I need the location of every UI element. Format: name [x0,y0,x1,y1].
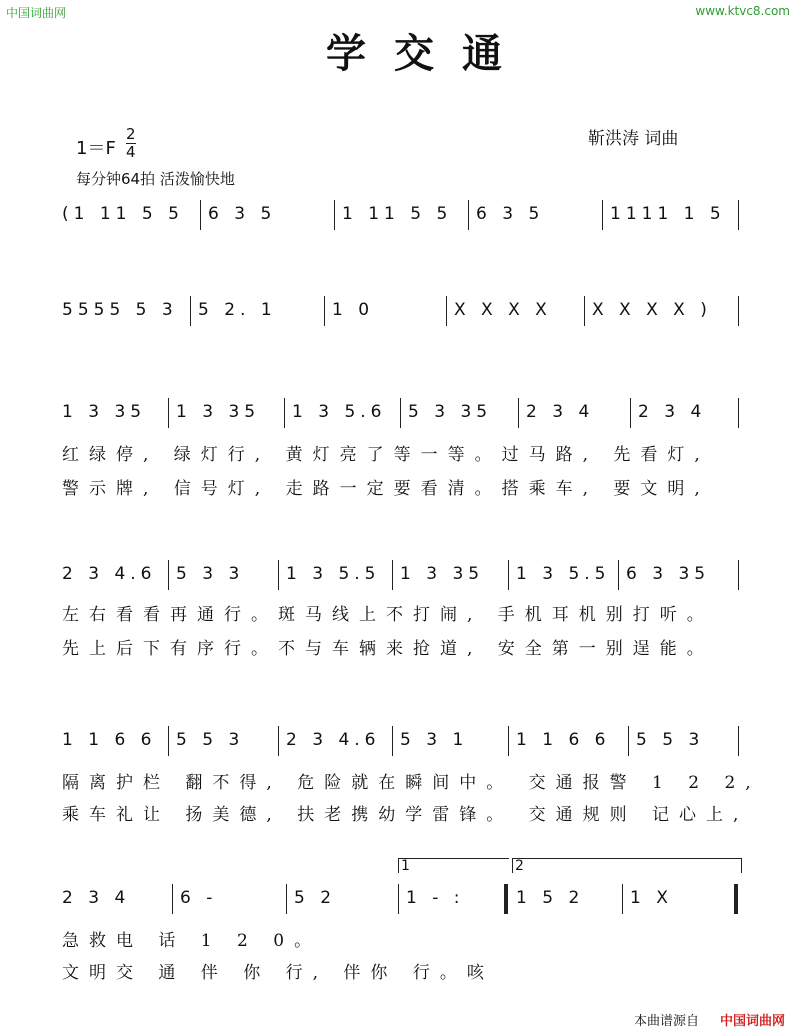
measure: 2 3 4.6 [62,564,157,584]
tempo-marking: 每分钟64拍 活泼愉快地 [76,170,235,188]
barline [400,398,401,428]
time-signature [126,126,136,161]
barline [278,726,279,756]
barline [168,560,169,590]
measure: 1 5 2 [516,888,585,908]
score-row-2 [62,296,742,332]
score-row-3 [62,398,742,434]
barline [392,726,393,756]
key-signature: 1＝F [76,138,116,159]
measure: 2 3 4 [638,402,707,422]
barline [628,726,629,756]
lyric-verse-2: 先上后下有序行。不与车辆来抢道, 安全第一别逞能。 [62,639,714,659]
barline [602,200,603,230]
barline [278,560,279,590]
lyric-verse-1: 隔离护栏 翻不得, 危险就在瞬间中。 交通报警 1 2 2, [62,773,761,793]
barline [392,560,393,590]
measure: 2 3 4 [62,888,131,908]
measure: 1 3 5.5 [286,564,381,584]
lyric-verse-1: 红绿停, 绿灯行, 黄灯亮了等一等。过马路, 先看灯, [62,445,710,465]
measure: 1 3 5.6 [292,402,387,422]
barline [518,398,519,428]
footer-site-logo: 中国词曲网 [720,1014,786,1029]
measure: 5 2 [294,888,337,908]
site-url-right: www.ktvc8.com [695,4,790,18]
measure: 5555 5 3 [62,300,178,320]
barline [168,726,169,756]
measure: 2 3 4.6 [286,730,381,750]
measure: 5 3 35 [408,402,493,422]
time-signature-top: 2 [126,125,136,143]
measure: 5 3 3 [176,564,245,584]
measure: X X X X ) [592,300,712,320]
barline [446,296,447,326]
measure: X X X X [454,300,552,320]
composer-credit: 靳洪涛 词曲 [588,129,679,149]
measure: 6 3 35 [626,564,711,584]
measure: 5 5 3 [176,730,245,750]
lyric-verse-2: 警示牌, 信号灯, 走路一定要看清。搭乘车, 要文明, [62,479,710,499]
volta-bracket-1: 1 [398,858,509,873]
song-title: 学交通 [326,30,530,77]
site-logo-left: 中国词曲网 [6,6,67,20]
barline [172,884,173,914]
barline [630,398,631,428]
repeat-barline [504,884,508,914]
barline [398,884,399,914]
barline [584,296,585,326]
footer-source-label: 本曲谱源自 [634,1014,700,1029]
measure: 1 0 [332,300,375,320]
measure: 1 11 5 5 [342,204,453,224]
volta-bracket-2: 2 [512,858,742,873]
barline [468,200,469,230]
measure: 1 3 5.5 [516,564,611,584]
barline [190,296,191,326]
measure: (1 11 5 5 [62,204,184,224]
measure: 6 - [180,888,218,908]
score-row-5 [62,726,742,762]
measure: 5 2. 1 [198,300,277,320]
measure: 6 3 5 [208,204,277,224]
measure: 2 3 4 [526,402,595,422]
measure: 6 3 5 [476,204,545,224]
lyric-verse-1: 急救电 话 1 2 0。 [62,931,322,951]
final-barline [734,884,738,914]
barline [738,200,739,230]
barline [508,560,509,590]
time-signature-bottom: 4 [126,143,136,161]
barline [738,726,739,756]
measure: 1 X [630,888,673,908]
measure: 1 3 35 [400,564,485,584]
barline [324,296,325,326]
barline [286,884,287,914]
measure: 5 3 1 [400,730,469,750]
lyric-verse-2: 乘车礼让 扬美德, 扶老携幼学雷锋。 交通规则 记心上, [62,805,749,825]
barline [738,560,739,590]
barline [200,200,201,230]
lyric-verse-1: 左右看看再通行。斑马线上不打闹, 手机耳机别打听。 [62,605,714,625]
barline [168,398,169,428]
lyric-verse-2: 文明交 通 伴 你 行, 伴你 行。咳 [62,963,494,983]
score-row-4 [62,560,742,596]
measure: 5 5 3 [636,730,705,750]
barline [618,560,619,590]
measure: 1 1 6 6 [62,730,157,750]
barline [622,884,623,914]
score-row-1 [62,200,742,236]
measure: 1 3 35 [176,402,261,422]
measure: 1 - : [406,888,465,908]
score-row-6 [62,884,742,920]
barline [334,200,335,230]
barline [508,726,509,756]
measure: 1 3 35 [62,402,147,422]
barline [738,296,739,326]
barline [284,398,285,428]
barline [738,398,739,428]
measure: 1111 1 5 [610,204,726,224]
measure: 1 1 6 6 [516,730,611,750]
